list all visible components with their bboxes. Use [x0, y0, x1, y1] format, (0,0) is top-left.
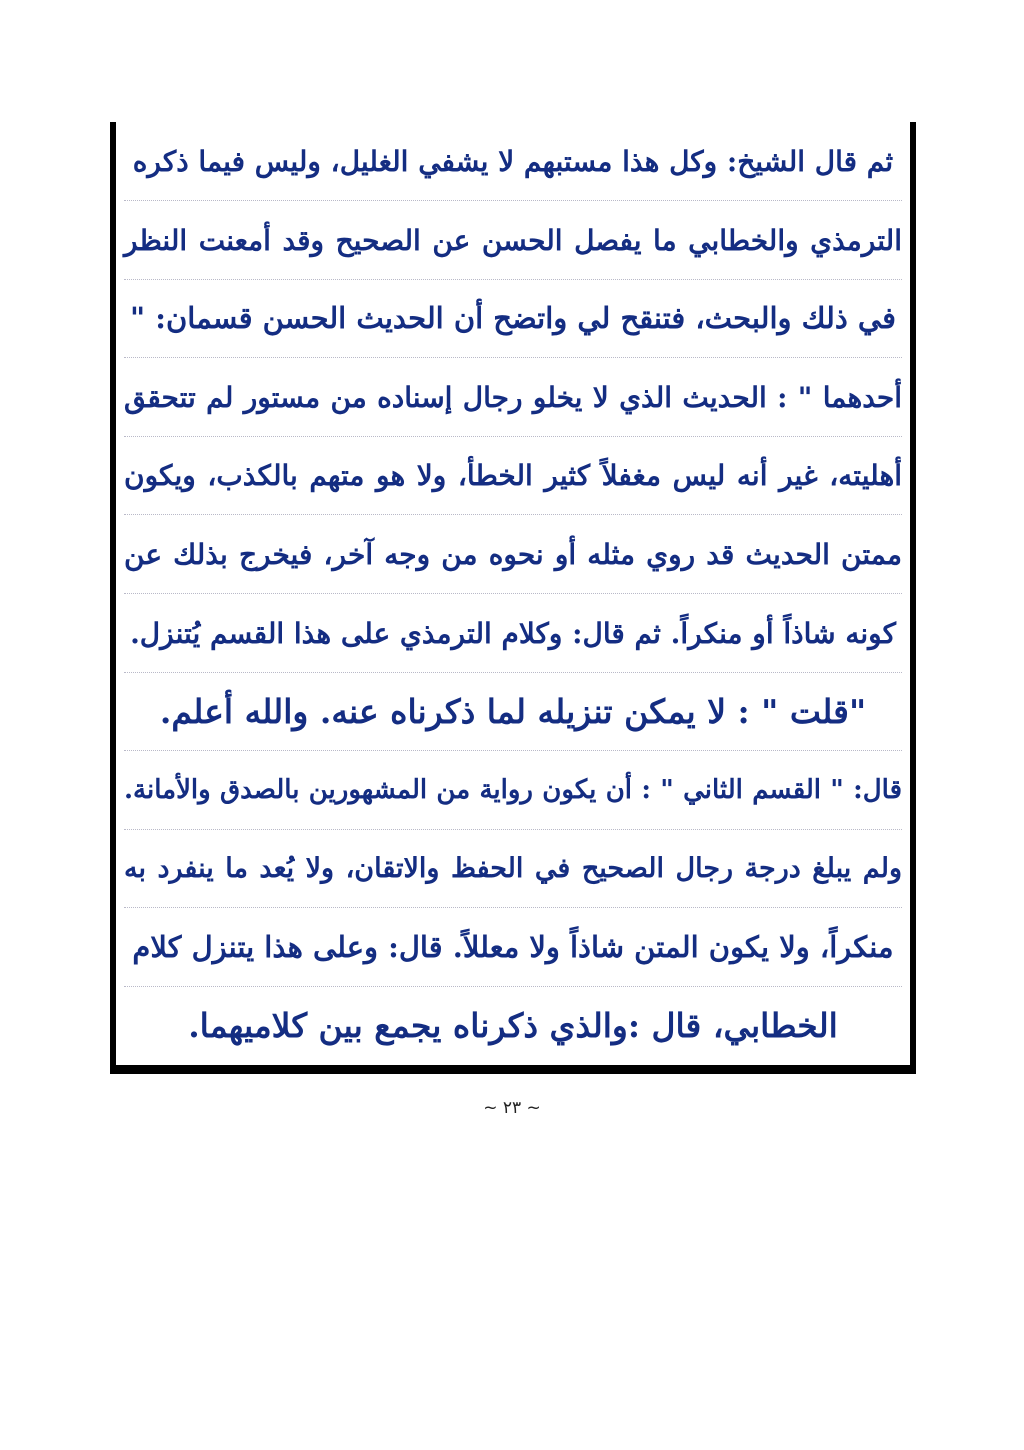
- text-line: ممتن الحديث قد روي مثله أو نحوه من وجه آخر، فيخرج بذلك عن: [124, 515, 902, 594]
- text-body: [116, 122, 910, 1065]
- text-line: في ذلك والبحث، فتنقح لي واتضح أن الحديث الحسن قسمان: ": [124, 279, 902, 358]
- bottom-rule: [110, 1065, 916, 1074]
- text-line: ثم قال الشيخ: وكل هذا مستبهم لا يشفي الغليل، وليس فيما ذكره: [124, 122, 902, 201]
- text-line: الخطابي، قال :والذي ذكرناه يجمع بين كلاميهما.: [188, 1006, 838, 1045]
- text-line: أحدهما " : الحديث الذي لا يخلو رجال إسناده من مستور لم تتحقق: [124, 358, 902, 437]
- text-line: منكراً، ولا يكون المتن شاذاً ولا معللاً. قال: وعلى هذا يتنزل كلام: [124, 908, 902, 987]
- text-line: أهليته، غير أنه ليس مغفلاً كثير الخطأ، ولا هو متهم بالكذب، ويكون: [124, 436, 902, 515]
- text-line: "قلت " : لا يمكن تنزيله لما ذكرناه عنه. والله أعلم.: [124, 672, 902, 751]
- text-line: قال: " القسم الثاني " : أن يكون رواية من المشهورين بالصدق والأمانة.: [124, 751, 902, 830]
- text-line: كونه شاذاً أو منكراً. ثم قال: وكلام الترمذي على هذا القسم يُتنزل.: [124, 594, 902, 673]
- page-number: ~ ٢٣ ~: [483, 1098, 541, 1118]
- text-line: الترمذي والخطابي ما يفصل الحسن عن الصحيح وقد أمعنت النظر: [124, 201, 902, 280]
- text-line: ولم يبلغ درجة رجال الصحيح في الحفظ والاتقان، ولا يُعد ما ينفرد به: [124, 829, 902, 908]
